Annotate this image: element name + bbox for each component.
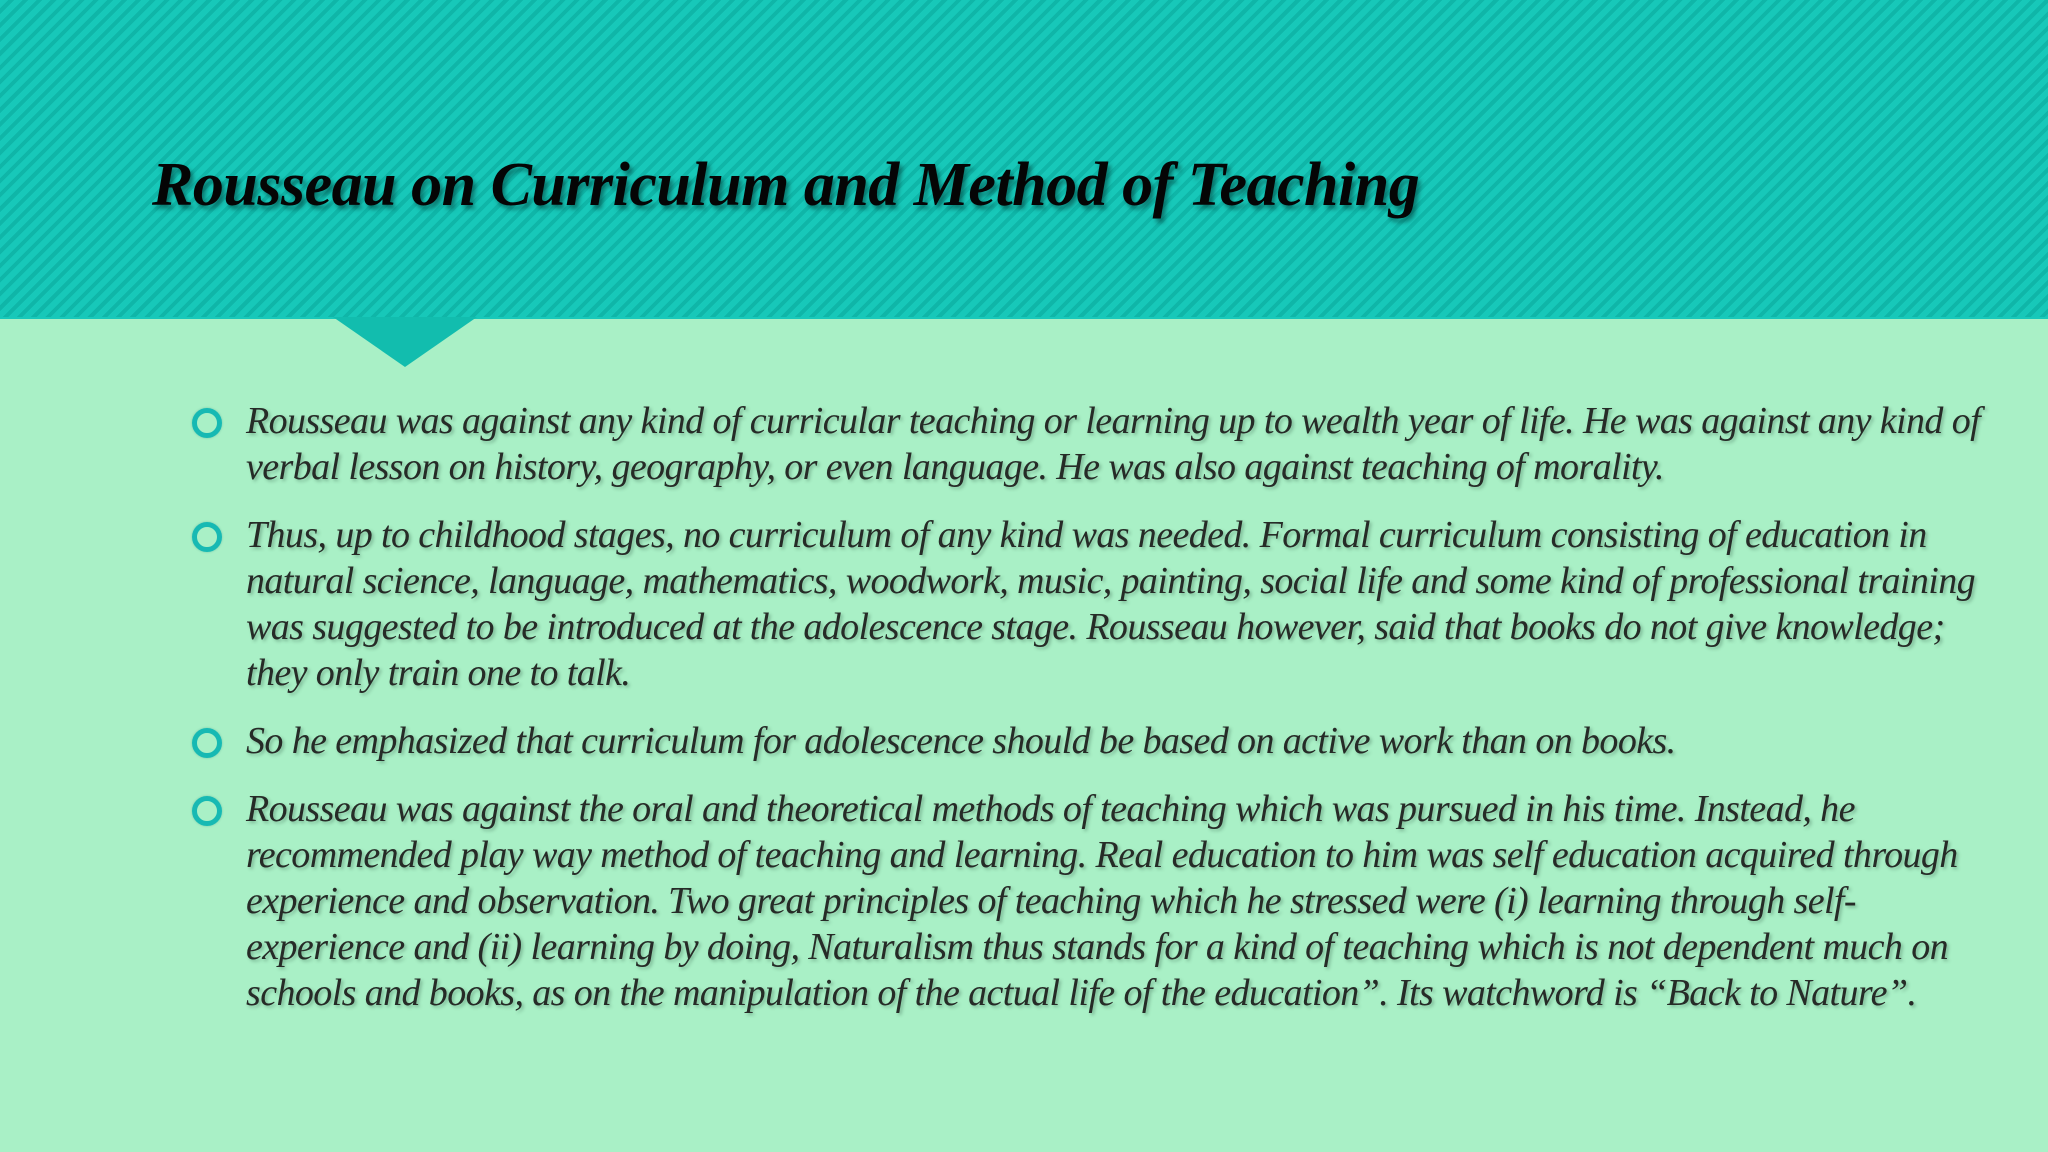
slide-content [186,398,2006,1038]
header-band [0,0,2048,319]
bullet-item [186,718,2006,764]
bullet-text: Rousseau was against the oral and theoretical methods of teaching which was pursued in his time. Instead, he recommended play way method of teaching and learning. Real education to him was self education acquired through experience and observation. Two great principles of teaching which he stressed were (i) learning through self-experience and (ii) learning by doing, Naturalism thus stands for a kind of teaching which is not dependent much on schools and books, as on the manipulation of the actual life of the education”. Its watchword is “Back to Nature”. [246,788,1958,1014]
bullet-list [186,398,2006,1016]
bullet-item [186,786,2006,1016]
bullet-item [186,512,2006,696]
ring-bullet-icon [192,408,222,438]
bullet-text: Thus, up to childhood stages, no curriculum of any kind was needed. Formal curriculum consisting of education in natural science, language, mathematics, woodwork, music, painting, social life and some kind of professional training was suggested to be introduced at the adolescence stage. Rousseau however, said that books do not give knowledge; they only train one to talk. [246,514,1976,694]
bullet-text: So he emphasized that curriculum for adolescence should be based on active work than on books. [246,720,1676,762]
slide-title: Rousseau on Curriculum and Method of Teaching [152,151,1420,219]
ring-bullet-icon [192,728,222,758]
ring-bullet-icon [192,522,222,552]
header-notch-decoration [333,317,477,367]
bullet-text: Rousseau was against any kind of curricular teaching or learning up to wealth year of life. He was against any kind of verbal lesson on history, geography, or even language. He was also against teaching of morality. [246,400,1981,488]
bullet-item [186,398,2006,490]
ring-bullet-icon [192,796,222,826]
